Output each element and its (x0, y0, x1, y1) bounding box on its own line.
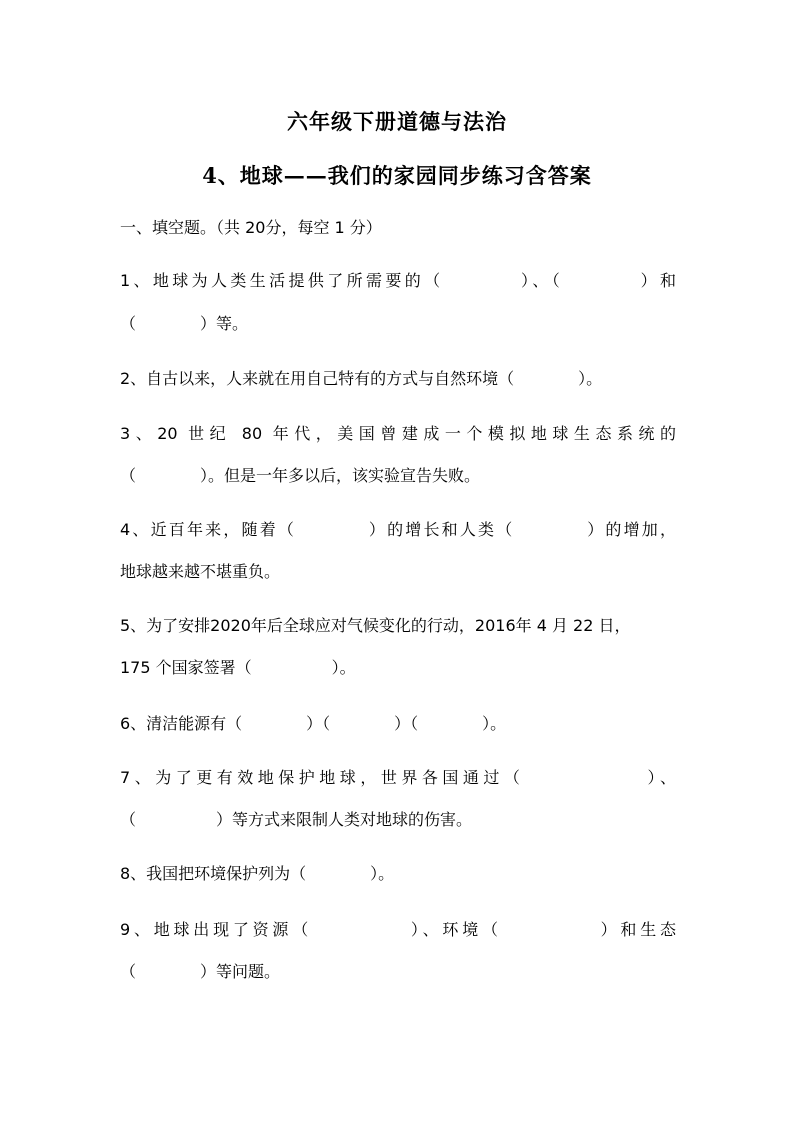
question-line: 1、地球为人类生活提供了所需要的（ ）、（ ）和 (120, 271, 676, 290)
question-line: 7、为了更有效地保护地球，世界各国通过（ ）、 (120, 768, 676, 787)
question-line: 地球越来越不堪重负。 (120, 562, 281, 581)
question-line: 4、近百年来，随着（ ）的增长和人类（ ）的增加， (120, 520, 676, 539)
question-line: （ ）。但是一年多以后，该实验宣告失败。 (120, 466, 481, 485)
question-line: 9、地球出现了资源（ ）、环境（ ）和生态 (120, 920, 676, 939)
question-line: 175 个国家签署（ ）。 (120, 658, 356, 677)
question-line: 5、为了安排2020年后全球应对气候变化的行动，2016年 4 月 22 日， (120, 616, 631, 635)
question-line: 6、清洁能源有（ ）（ ）（ ）。 (120, 714, 507, 733)
question-line: （ ）等。 (120, 314, 249, 333)
lesson-title: 4、地球——我们的家园同步练习含答案 (202, 163, 592, 188)
question-line: 3、20 世纪 80 年代，美国曾建成一个模拟地球生态系统的 (120, 424, 676, 443)
question-line: （ ）等方式来限制人类对地球的伤害。 (120, 810, 473, 829)
section-heading: 一、填空题。（共 20分，每空 1 分） (120, 218, 382, 237)
page-title: 六年级下册道德与法治 (287, 109, 507, 134)
question-line: （ ）等问题。 (120, 962, 281, 981)
question-line: 8、我国把环境保护列为（ ）。 (120, 864, 395, 883)
question-line: 2、自古以来，人来就在用自己特有的方式与自然环境（ ）。 (120, 369, 603, 388)
